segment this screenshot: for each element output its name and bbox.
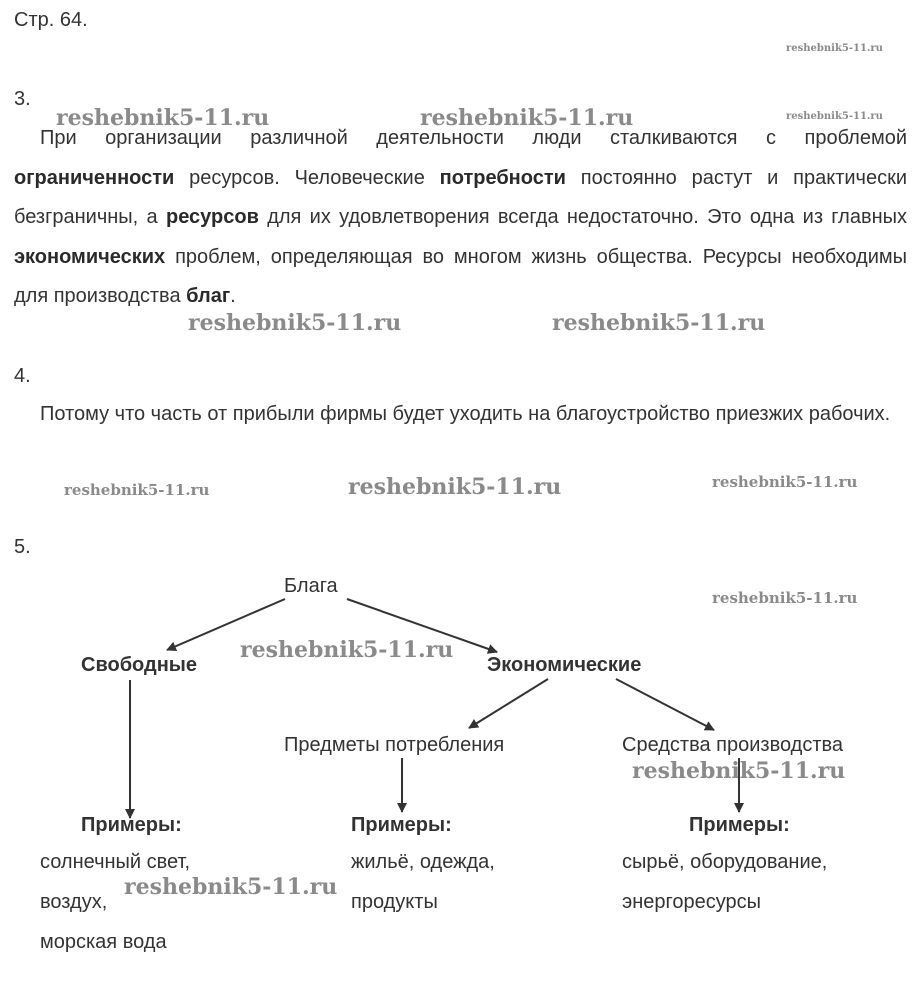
free-examples-list: [40, 842, 190, 962]
arrow-root-to-economic: [347, 599, 497, 652]
free-example-item: солнечный свет,: [40, 851, 191, 873]
free-example-item: воздух,: [40, 891, 108, 913]
task-3-fragment: .: [230, 285, 236, 307]
task-3-term: ограниченности: [14, 166, 175, 189]
watermark: reshebnik5-11.ru: [786, 111, 883, 122]
task-3-fragment: ресурсов. Человеческие: [174, 166, 440, 189]
watermark: reshebnik5-11.ru: [712, 589, 858, 607]
node-root-goods: Блага: [284, 575, 338, 597]
examples-label-consumer: Примеры:: [351, 814, 452, 836]
consumer-example-item: жильё, одежда,: [351, 851, 495, 873]
task-3-term: потребности: [439, 166, 566, 189]
watermark: reshebnik5-11.ru: [632, 758, 846, 784]
production-example-item: сырьё, оборудование,: [622, 851, 828, 873]
node-economic-goods: Экономические: [487, 654, 642, 676]
examples-label-production: Примеры:: [689, 814, 790, 836]
task-3-fragment: для их удовлетворения всегда недостаточно. Это одна из главных: [258, 206, 908, 228]
consumer-examples-list: [351, 842, 495, 922]
task-3-fragment: При организации различной деятельности люди сталкиваются с проблемой: [40, 127, 907, 149]
watermark: reshebnik5-11.ru: [786, 43, 883, 54]
examples-label-free: Примеры:: [81, 814, 182, 836]
watermark: reshebnik5-11.ru: [124, 874, 338, 900]
task-3-term: ресурсов: [165, 206, 259, 228]
production-example-item: энергоресурсы: [622, 891, 761, 913]
consumer-example-item: продукты: [351, 891, 438, 913]
arrow-economic-to-production: [616, 679, 714, 730]
task-4-number: 4.: [14, 365, 31, 387]
free-example-item: морская вода: [40, 931, 167, 953]
arrow-economic-to-consumer: [469, 679, 548, 728]
node-consumer-goods: Предметы потребления: [284, 734, 505, 756]
watermark: reshebnik5-11.ru: [188, 310, 402, 336]
production-examples-list: [622, 842, 827, 922]
watermark: reshebnik5-11.ru: [552, 310, 766, 336]
watermark: reshebnik5-11.ru: [64, 481, 210, 499]
task-4-text: Потому что часть от прибыли фирмы будет уходить на благоустройство приезжих рабочих.: [40, 403, 891, 425]
watermark: reshebnik5-11.ru: [348, 474, 562, 500]
task-3-term: благ: [186, 285, 231, 307]
task-5-number: 5.: [14, 536, 31, 558]
watermark: reshebnik5-11.ru: [240, 637, 454, 663]
task-3-term: экономических: [14, 245, 166, 268]
watermark: reshebnik5-11.ru: [712, 473, 858, 491]
task-3-fragment: проблем, определяющая во многом жизнь общества. Ресурсы необходимы для производства: [14, 245, 907, 307]
node-free-goods: Свободные: [81, 654, 197, 676]
watermark: reshebnik5-11.ru: [56, 105, 270, 131]
task-3-number: 3.: [14, 88, 31, 110]
watermark: reshebnik5-11.ru: [420, 105, 634, 131]
node-production-means: Средства производства: [622, 734, 844, 756]
task-3-fragment: постоянно растут и практически безграничны, а: [14, 166, 907, 228]
arrow-root-to-free: [167, 599, 285, 650]
page-label: Стр. 64.: [14, 9, 88, 31]
